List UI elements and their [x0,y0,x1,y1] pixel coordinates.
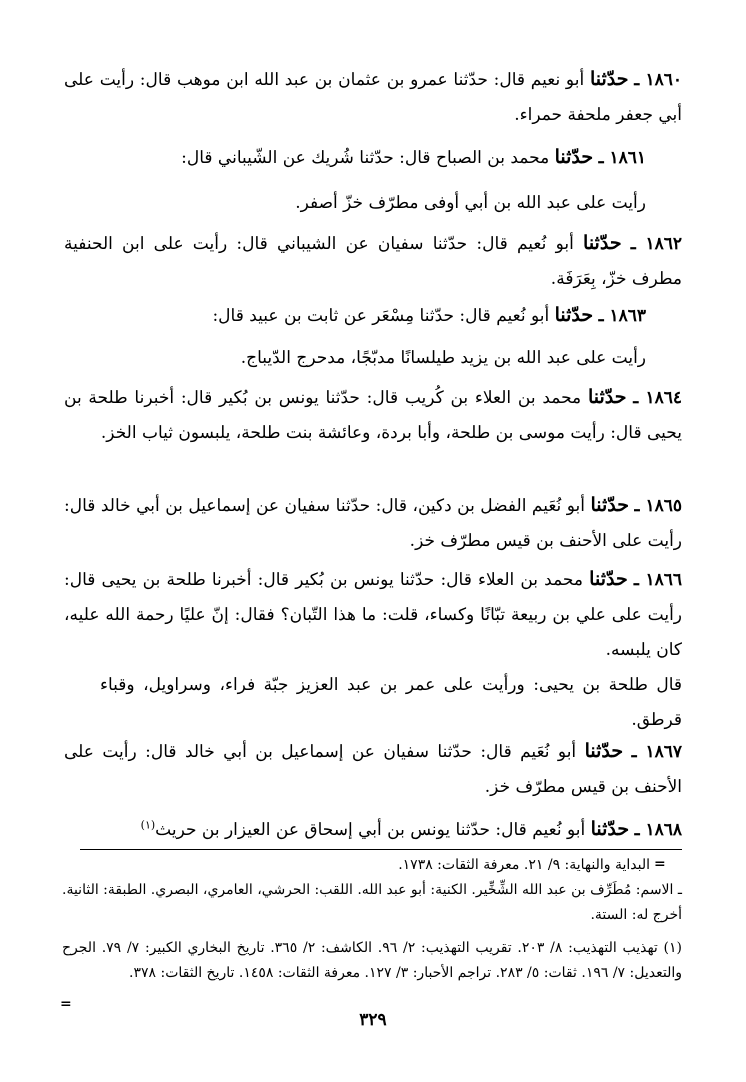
footnote-separator [80,849,682,850]
hadith-keyword: حدّثنا [589,568,628,590]
hadith-text: محمد بن الصباح قال: حدّثنا شُريك عن الشّيباني قال: [181,148,550,168]
hadith-text: أبو نُعيم قال: حدّثنا مِسْعَر عن ثابت بن عبيد قال: [212,306,550,326]
hadith-keyword: حدّثنا [587,386,627,408]
hadith-keyword: حدّثنا [590,818,630,840]
hadith-text: أبو نعيم قال: حدّثنا عمرو بن عثمان بن عبد الله ابن موهب قال: رأيت على أبي جعفر ملحفة حمراء. [64,70,682,125]
hadith-number: ١٨٦٧ ـ [631,742,683,762]
hadith-number: ١٨٦٨ ـ [634,820,682,840]
hadith-keyword: حدّثنا [583,232,622,254]
continuation-mark-bottom: = [60,996,72,1012]
hadith-keyword: حدّثنا [584,740,624,762]
hadith-keyword: حدّثنا [554,304,594,326]
hadith-keyword: حدّثنا [554,146,594,168]
footnote-marker: (١) [140,818,156,832]
hadith-1863 [64,298,646,334]
footnote-line-2: ـ الاسم: مُطَرِّف بن عبد الله الشِّخِّير. الكنية: أبو عبد الله. اللقب: الحرشي، العامري، البصري. الطبقة: الثانية. أخرج له: الستة. [62,882,682,923]
hadith-1860 [64,62,682,133]
hadith-number: ١٨٦٠ ـ [634,70,683,90]
hadith-number: ١٨٦٣ ـ [598,306,646,326]
hadith-1867 [64,734,682,805]
hadith-number: ١٨٦٤ ـ [633,388,683,408]
hadith-keyword: حدّثنا [590,494,630,516]
hadith-text: محمد بن العلاء قال: حدّثنا يونس بن بُكير قال: أخبرنا طلحة بن يحيى قال: رأيت على علي بن ربيعة تبّانًا وكساء، قلت: ما هذا التّبان؟ فقال: إنّ عليًا رحمة الله عليه، كان يلبسه. [64,570,682,660]
hadith-1861-continuation: رأيت على عبد الله بن أبي أوفى مطرّف خزّ أصفر. [295,193,646,213]
page-number: ٣٢٩ [359,1010,387,1030]
hadith-1865 [64,488,682,559]
footnote-line-3: (١) تهذيب التهذيب: ٨/ ٢٠٣. تقريب التهذيب: ٢/ ٩٦. الكاشف: ٢/ ٣٦٥. تاريخ البخاري الكبير: ٧/ ٧٩. الجرح والتعديل: ٧/ ١٩٦. ثقات: ٥/ ٢٨٣. تراجم الأحبار: ٣/ ١٢٧. معرفة الثقات: ١٤٥٨. تاريخ الثقات: ٣٧٨. [62,940,683,981]
hadith-number: ١٨٦٥ ـ [634,496,683,516]
hadith-1866 [64,562,682,668]
hadith-text: أبو نُعَيم قال: حدّثنا سفيان عن إسماعيل بن أبي خالد قال: رأيت على الأحنف بن قيس مطرّف خز. [64,742,682,797]
continuation-mark-top: = [654,856,666,872]
hadith-text: محمد بن العلاء بن كُريب قال: حدّثنا يونس بن بُكير قال: أخبرنا طلحة بن يحيى قال: رأيت موسى بن طلحة، وأبا بردة، وعائشة بنت طلحة، يلبسون ثياب الخز. [64,388,682,443]
hadith-text: أبو نُعيم قال: حدّثنا يونس بن أبي إسحاق عن العيزار بن حريث [155,820,586,840]
hadith-keyword: حدّثنا [589,68,629,90]
hadith-text: أبو نُعيم قال: حدّثنا سفيان عن الشيباني قال: رأيت على ابن الحنفية مطرف خزّ، بِعَرَفَة. [64,234,682,289]
hadith-1863-continuation: رأيت على عبد الله بن يزيد طيلسانًا مدبّجًا، مدحرج الدّيباج. [240,348,646,368]
hadith-number: ١٨٦٢ ـ [630,234,683,254]
hadith-number: ١٨٦١ ـ [598,148,646,168]
hadith-1862 [64,226,682,297]
hadith-number: ١٨٦٦ ـ [633,570,683,590]
hadith-1864 [64,380,682,451]
hadith-1868 [64,812,682,848]
footnote-line-1: البداية والنهاية: ٩/ ٢١. معرفة الثقات: ١٧٣٨. [398,857,650,873]
hadith-text: أبو نُعَيم الفضل بن دكين، قال: حدّثنا سفيان عن إسماعيل بن أبي خالد قال: رأيت على الأحنف بن قيس مطرّف خز. [64,496,682,551]
hadith-1861 [64,140,646,176]
talha-statement: قال طلحة بن يحيى: ورأيت على عمر بن عبد العزيز جبّة فراء، وسراويل، وقباء قرطق. [100,675,682,730]
